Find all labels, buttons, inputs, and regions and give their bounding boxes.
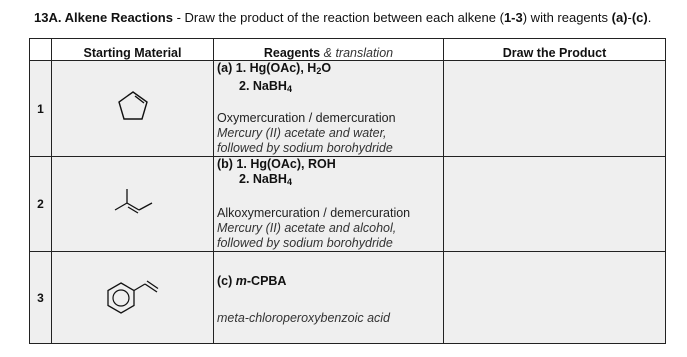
reaction-translation-line-1: Mercury (II) acetate and water, [217, 126, 387, 140]
header-reagents [214, 39, 444, 61]
product-drawing-cell[interactable] [444, 61, 666, 157]
cyclopentene-icon [113, 86, 153, 126]
worksheet-heading [34, 10, 651, 25]
styrene-icon [101, 273, 165, 317]
header-reagents-label: Reagents [263, 46, 321, 60]
table-row [30, 252, 666, 344]
heading-reagent-a: (a) [611, 10, 628, 25]
table-row [30, 61, 666, 157]
starting-material-cell [52, 61, 214, 157]
reactions-table [29, 38, 666, 344]
reagents-cell [214, 252, 444, 344]
reagents-cell [214, 157, 444, 252]
reaction-translation-line-2: followed by sodium borohydride [217, 236, 393, 250]
reagent-step-1: (b) 1. Hg(OAc), ROH [217, 157, 336, 171]
heading-range: 1-3 [503, 10, 523, 25]
row-number: 1 [30, 61, 52, 157]
heading-label: 13A. Alkene Reactions [34, 10, 173, 25]
header-translation: translation [335, 46, 394, 60]
table-row [30, 157, 666, 252]
reagent-step-2: 2. NaBH4 [239, 172, 292, 187]
reaction-name: Alkoxymercuration / demercuration [217, 206, 411, 220]
reagent-step-1: (c) m-CPBA [217, 274, 287, 288]
reaction-translation-line-2: followed by sodium borohydride [217, 141, 393, 155]
reaction-translation-line-1: meta-chloroperoxybenzoic acid [217, 311, 391, 325]
starting-material-cell [52, 157, 214, 252]
reaction-translation-line-1: Mercury (II) acetate and alcohol, [217, 221, 397, 235]
header-amp: & [320, 46, 336, 60]
header-starting-material: Starting Material [52, 39, 214, 61]
methylbutene-icon [108, 182, 158, 222]
reaction-name: Oxymercuration / demercuration [217, 111, 396, 125]
heading-dash: - [627, 10, 632, 25]
heading-text-a: - Draw the product of the reaction between each alkene ( [172, 10, 504, 25]
header-draw-product: Draw the Product [444, 39, 666, 61]
row-number: 2 [30, 157, 52, 252]
heading-end: . [647, 10, 652, 25]
product-drawing-cell[interactable] [444, 157, 666, 252]
heading-reagent-c: (c) [631, 10, 648, 25]
reagents-cell [214, 61, 444, 157]
starting-material-cell [52, 252, 214, 344]
product-drawing-cell[interactable] [444, 252, 666, 344]
reagent-step-2: 2. NaBH4 [239, 79, 292, 94]
reagent-step-1: (a) 1. Hg(OAc), H2O [217, 61, 332, 76]
header-number [30, 39, 52, 61]
row-number: 3 [30, 252, 52, 344]
heading-text-b: ) with reagents [522, 10, 612, 25]
